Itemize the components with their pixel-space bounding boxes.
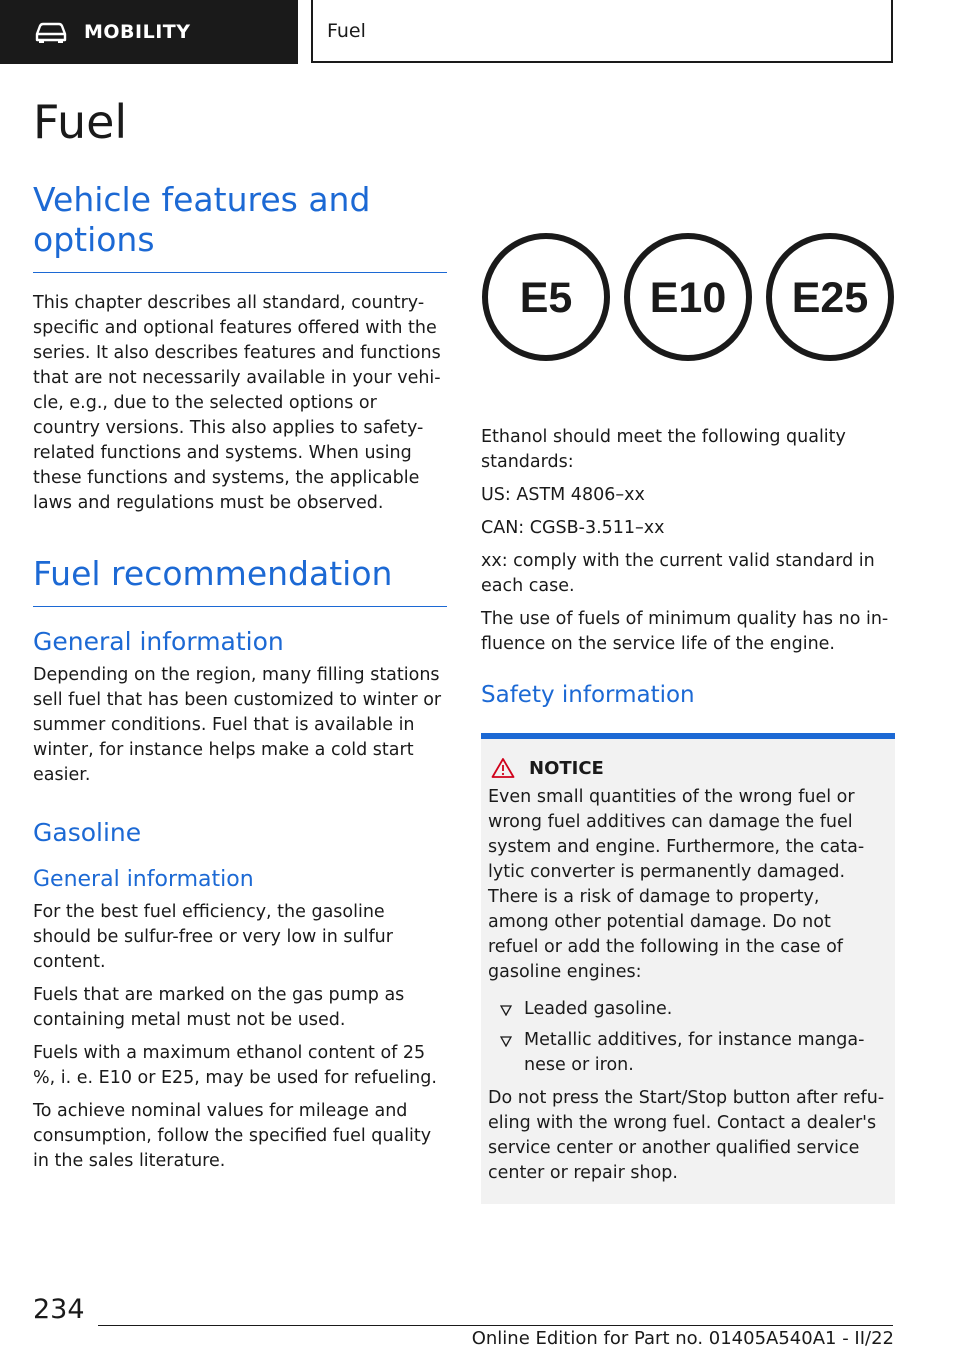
page-title: Fuel — [33, 95, 128, 149]
notice-title: NOTICE — [529, 757, 604, 779]
notice-header — [488, 757, 885, 779]
vehicle-features-text: This chapter describes all standard, country-specific and optional features offered with the series. It also describes features and functions that are not necessarily available in your vehicle, e.g., due to the selected options or country versions. This also applies to safety-related functions and systems. When using these functions and systems, the applicable laws and regulations must be observed. — [33, 293, 441, 513]
heading-general-information: General information — [33, 627, 284, 656]
notice-text-2: Do not press the Start/Stop button after refueling with the wrong fuel. Contact a dealer's service center or another qualified service center or repair shop. — [488, 1088, 885, 1183]
left-column — [33, 96, 447, 1174]
notice-bullet-text: Metallic additives, for instance manganese or iron. — [524, 1030, 865, 1075]
notice-bullet — [488, 1028, 885, 1078]
warning-triangle-icon — [491, 757, 515, 779]
page-tab-label: Fuel — [327, 19, 366, 42]
car-icon — [34, 20, 68, 44]
gasoline-paragraph-4: To achieve nominal values for mileage and consumption, follow the specified fuel quality in the sales literature. — [33, 1101, 432, 1171]
gasoline-paragraph-1: For the best fuel efficiency, the gasoline should be sulfur-free or very low in sulfur content. — [33, 902, 393, 972]
footer-divider — [98, 1325, 893, 1326]
right-column — [481, 232, 895, 1204]
header-page-tab[interactable] — [311, 0, 893, 63]
triangle-bullet-icon — [500, 1005, 512, 1016]
heading-safety-information: Safety information — [481, 682, 695, 708]
fuel-label-e5-text: E5 — [519, 274, 573, 322]
heading-fuel-recommendation: Fuel recommendation — [33, 554, 447, 607]
can-standard-text: CAN: CGSB-3.511–xx — [481, 518, 665, 538]
gasoline-paragraph-3: Fuels with a maximum ethanol content of 25 %, i. e. E10 or E25, may be used for refueling. — [33, 1043, 437, 1088]
fuel-label-e10 — [623, 232, 753, 362]
heading-vehicle-features: Vehicle features and options — [33, 180, 447, 273]
triangle-bullet-icon — [500, 1036, 512, 1047]
general-information-text: Depending on the region, many filling stations sell fuel that has been customized to winter or summer conditions. Fuel that is available in winter, for instance helps make a cold start easier. — [33, 665, 442, 785]
fuel-label-e25 — [765, 232, 895, 362]
notice-text-1: Even small quantities of the wrong fuel or wrong fuel additives can damage the fuel system and engine. Furthermore, the catalytic converter is permanently damaged. There is a risk of damage to property, among other potential damage. Do not refuel or add the following in the case of gasoline engines: — [488, 787, 865, 982]
fuel-label-e10-text: E10 — [649, 274, 727, 322]
notice-bullet — [488, 997, 885, 1022]
xx-note-text: xx: comply with the current valid standard in each case. — [481, 551, 875, 596]
header-section-tab[interactable] — [0, 0, 298, 64]
heading-gasoline: Gasoline — [33, 818, 142, 847]
fuel-labels — [481, 232, 895, 362]
notice-box — [481, 733, 895, 1204]
min-quality-text: The use of fuels of minimum quality has no influence on the service life of the engine. — [481, 609, 889, 654]
fuel-label-e25-text: E25 — [791, 274, 869, 322]
fuel-label-e5 — [481, 232, 611, 362]
gasoline-paragraph-2: Fuels that are marked on the gas pump as containing metal must not be used. — [33, 985, 405, 1030]
us-standard-text: US: ASTM 4806–xx — [481, 485, 645, 505]
notice-bullet-text: Leaded gasoline. — [524, 999, 673, 1019]
ethanol-intro-text: Ethanol should meet the following quality standards: — [481, 427, 846, 472]
heading-gasoline-general-information: General information — [33, 867, 254, 892]
section-tab-label: MOBILITY — [84, 21, 191, 43]
footer-edition: Online Edition for Part no. 01405A540A1 - II/22 — [471, 1328, 894, 1349]
page-number: 234 — [33, 1294, 85, 1325]
